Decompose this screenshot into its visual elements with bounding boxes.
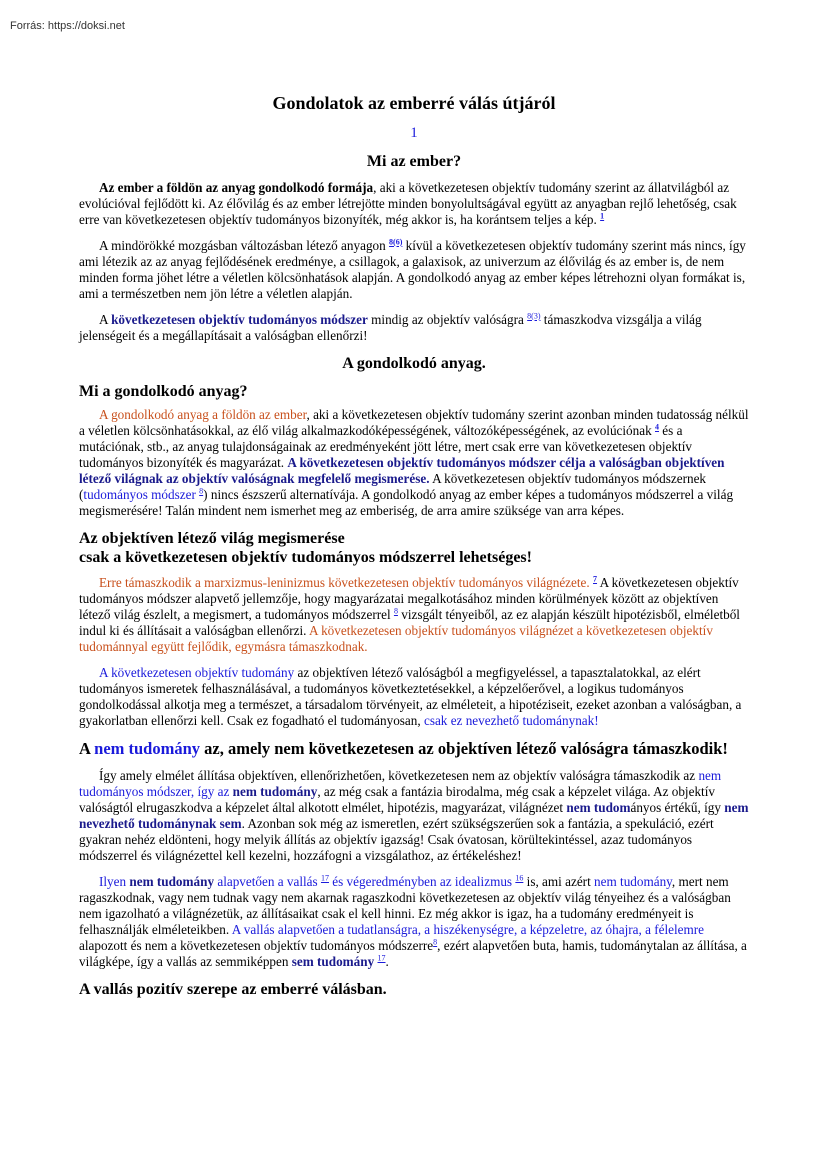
p8-link-1[interactable]: Ilyen [99,874,127,889]
footnote-link[interactable]: 16 [515,873,524,883]
paragraph-6 [79,665,749,729]
heading-mi-a-gondolkodo-anyag: Mi a gondolkodó anyag? [79,383,248,400]
heading-gondolkodo-anyag: A gondolkodó anyag. [342,355,486,372]
footnote-link[interactable]: 8 [433,937,438,947]
p8-text-b: , mert nem ragaszkodnak, vagy nem tudnak vagy nem akarnak ragaszkodni következetesen az objektív világ tényeihez és a valóságban nem igazolható a világnézetük, az állításaikat csak el kell hinni. Ez még akkor is igaz, ha a tudomány eredményeit is felhasználják elméleteikben. [79,874,731,937]
p8-bold-1[interactable]: nem tudomány [129,874,215,889]
footnote-link[interactable]: 8(3) [527,311,541,321]
heading-vallas-pozitiv: A vallás pozitív szerepe az emberré válásban. [79,981,387,998]
p3-text-b: mindig az objektív valóságra [371,312,524,327]
p5-orange-link-1[interactable]: Erre támaszkodik a marxizmus-leninizmus következetesen objektív tudományos világnézete. [99,575,590,590]
heading-objektiv-line-1: Az objektíven létező világ megismerése [79,530,345,547]
p7-bold-1[interactable]: nem tudomány [232,784,318,799]
heading-nem-tudomany-a: A [79,739,91,758]
link-nem-tudomanyos-modszer[interactable]: nem tudományos módszer, így az [79,768,722,799]
heading-mi-az-ember: Mi az ember? [366,153,462,170]
p4-orange-link[interactable]: A gondolkodó anyag a földön az ember [99,407,307,422]
footnote-link[interactable]: 17 [320,873,329,883]
paragraph-8 [79,874,749,970]
p8-text-e: . [385,954,389,969]
footnote-link[interactable]: 4 [655,422,659,432]
p8-text-a: is, ami azért [526,874,591,889]
paragraph-2 [79,238,749,302]
footnote-link[interactable]: 8 [393,606,398,616]
p8-text-c: alapozott és nem a következetesen objektív tudományos módszerre [79,938,434,953]
p8-link-2[interactable]: alapvetően a vallás [217,874,318,889]
p4-text-c: A következetesen objektív tudományos módszernek ( [79,471,707,502]
p7-text-a: Így amely elmélet állítása objektíven, ellenőrizhetően, következetesen nem az objektív valóságra támaszkodik az [99,768,696,783]
p5-orange-link-2[interactable]: A következetesen objektív tudományos világnézet a következetesen objektív tudománnyal együtt fejlődik, egymásra támaszkodnak. [79,623,713,654]
link-objektiv-modszer[interactable]: következetesen objektív tudományos módszer [111,312,368,327]
p2-text-a: A mindörökké mozgásban változásban létező anyagon [99,238,386,253]
heading-objektiv-vilag [79,529,749,567]
p4-text-a: , aki a következetesen objektív tudomány szerint azonban minden tudatosság nélkül a véletlen kölcsönhatásokkal, az élő világ alkalmazkodóképességének, változóképességének, az evolúciónak [79,407,749,438]
paragraph-7 [79,768,749,864]
heading-objektiv-line-2: csak a következetesen objektív tudományos módszerrel lehetséges! [79,549,532,566]
heading-nem-tudomany-b: az, amely nem következetesen az objektíven létező valóságra támaszkodik! [204,739,728,758]
paragraph-4 [79,407,749,519]
p3-text-c: támaszkodva vizsgálja a világ jelenségeit és a megállapításait a valóságban ellenőrzi! [79,312,702,343]
footnote-link[interactable]: 1 [600,211,605,221]
paragraph-5 [79,575,749,655]
p3-text-a: A [99,312,108,327]
footnote-link[interactable]: 17 [377,953,386,963]
document-title: Gondolatok az emberré válás útjáról [272,93,556,113]
link-objektiv-tudomany[interactable]: A következetesen objektív tudomány [99,665,295,680]
link-tudomanyos-modszer[interactable]: tudományos módszer [83,487,196,502]
footnote-link[interactable]: 8 [199,486,204,496]
link-nevezheto-tudomanynak[interactable]: csak ez nevezhető tudománynak! [423,713,599,728]
heading-nem-tudomany [79,739,749,758]
p8-link-4[interactable]: nem tudomány [594,874,672,889]
p8-text-d: , ezért alapvetően buta, hamis, tudománytalan az állítása, a világképe, így a vallás az semmiképpen [79,938,747,969]
p8-link-5[interactable]: A vallás alapvetően a tudatlanságra, a hiszékenységre, a képzeletre, az óhajra, a félelemre [231,922,705,937]
p4-text-b: és a mutációnak, stb., az anyag tulajdonságainak az eredményeként jött létre, mert csak erre van következetesen objektív tudományos bizonyíték és magyarázat. [79,423,692,470]
p4-navy-link[interactable]: A következetesen objektív tudományos módszer célja a valóságban objektíven létező világnak az objektív valóságnak megfelelő megismerése. [79,455,725,486]
p5-text-b: vizsgált tényeiből, az ez alapján készült hipotézisből, elméletből indul ki és állításait a valóságban ellenőrzi. [79,607,740,638]
p8-link-3[interactable]: és végeredményben az idealizmus [332,874,513,889]
paragraph-3 [79,312,749,344]
p2-text-b: kívül a következetesen objektív tudomány szerint más nincs, így ami létezik az az anyag fejlődésének eredménye, a csillagok, a galaxisok, az univerzum az élővilág és az ember is, de nem minden forma jöhet létre a véletlen kölcsönhatások alapján. A gondolkodó anyag az ember képes létrehozni olyan formákat is, ami a természetben nem jön létre a véletlen alapján. [79,238,746,301]
footnote-link[interactable]: 8(6) [389,237,403,247]
paragraph-1 [79,180,749,228]
p1-text: , aki a következetesen objektív tudomány szerint az állatvilágból az evolúcióval fejlődött ki. Az élővilág és az ember létrejötte minden bonyolultságával együtt az anyagban rejlő lehetőség, csak erre van következetesen objektív tudományos bizonyíték, még akkor is, ha korántsem teljes a kép. [79,180,737,227]
p4-text-d: ) nincs észszerű alternatívája. A gondolkodó anyag az ember képes a tudományos módszerrel a világ megismerésére! Talán mindent nem ismerhet meg az emberiség, de arra amire szüksége van arra képes. [79,487,734,518]
p6-text-a: az objektíven létező valóságból a megfigyeléssel, a tapasztalatokkal, az elért tudományos ismeretek felhasználásával, a tudományos következtetésekkel, a képzelőerővel, a logikus tudományos gondolkodással alkotja meg a természet, a társadalom törvényeit, az elméleteit, a hipotéziseit, ezeket azonban a valóságban, a gyakorlatban ellenőrzi kell. Csak ez fogadható el tudományosan, [79,665,742,728]
p7-text-b: , az még csak a fantázia birodalma, még csak a képzelet világa. Az objektív valóságtól elrugaszkodva a képzelet által alkotott elmélet, hipotézis, magyarázat, világnézet [79,784,715,815]
p7-bold-2[interactable]: nem tudom [566,800,631,815]
p5-text-a: A következetesen objektív tudományos módszer alapvető jellemzője, hogy magyarázatai megalkotásához minden körülmények között az objektíven létező világ észlelt, a megismert, a tudományos módszerrel [79,575,739,622]
p7-text-d: . Azonban sok még az ismeretlen, ezért szükségszerűen sok a fantázia, a spekuláció, ezért gyakran nehéz eldönteni, hogy melyik állítás az objektív igazság! Csak óvatosan, körültekintéssel, azaz tudományos módszerrel és világnézettel kell kezelni, hozzáfogni a vizsgálathoz, az értékeléshez! [79,816,714,863]
page-number: 1 [410,125,418,141]
p1-bold: Az ember a földön az anyag gondolkodó formája [99,180,374,195]
source-label: Forrás: https://doksi.net [10,20,125,32]
document-body [79,92,749,1005]
link-nem-tudomany-heading[interactable]: nem tudomány [94,739,201,758]
p7-bold-3[interactable]: nem nevezhető tudománynak sem [79,800,749,831]
p7-text-c: ányos értékű, így [630,800,721,815]
footnote-link[interactable]: 7 [593,574,598,584]
p8-bold-2[interactable]: sem tudomány [291,954,375,969]
